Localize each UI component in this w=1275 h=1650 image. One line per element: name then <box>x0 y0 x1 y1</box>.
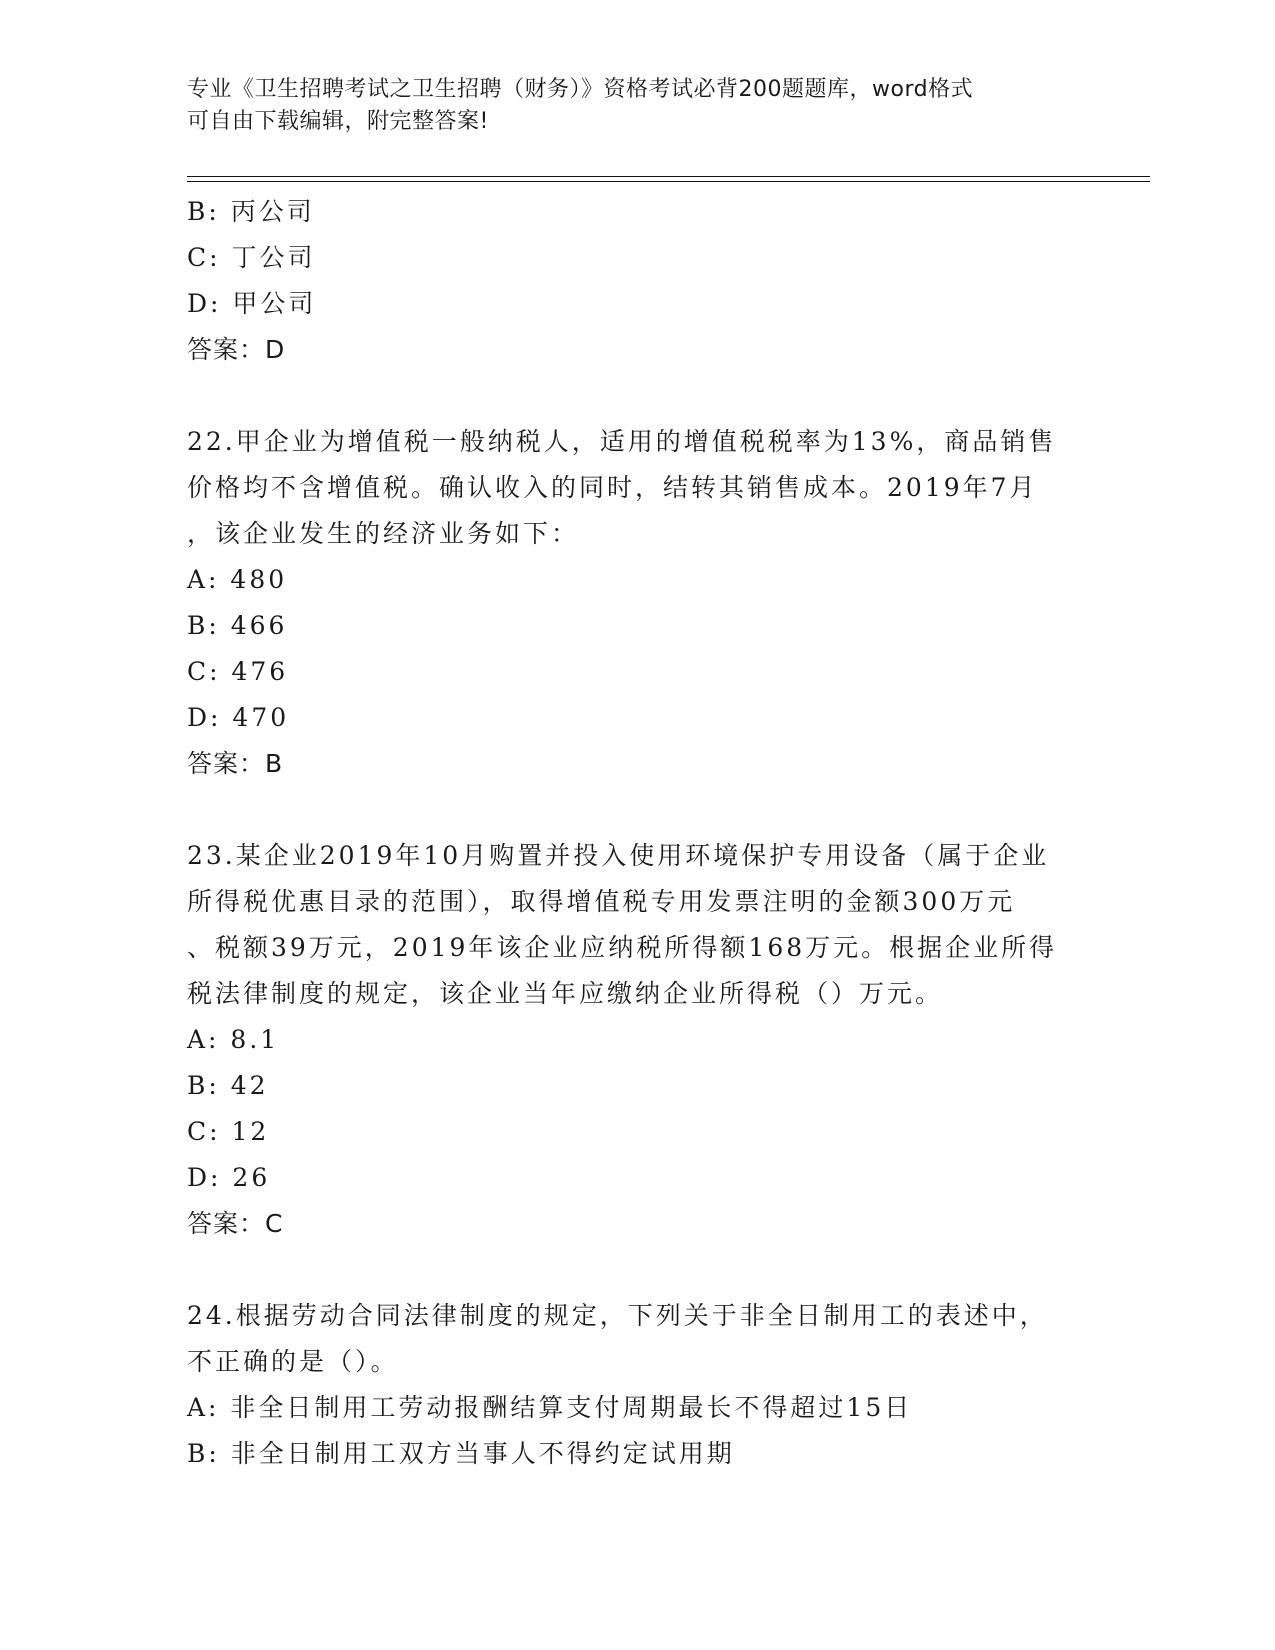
question-text-line: 税法律制度的规定，该企业当年应缴纳企业所得税（）万元。 <box>187 979 944 1008</box>
question-text-line: ，该企业发生的经济业务如下： <box>187 519 580 548</box>
answer-line: 答案：B <box>187 749 284 778</box>
answer-line: 答案：C <box>187 1209 284 1238</box>
question-text-line: 价格均不含增值税。确认收入的同时，结转其销售成本。2019年7月 <box>187 473 1038 502</box>
option-c: C: 丁公司 <box>187 243 316 272</box>
question-block-23 <box>187 833 1087 1247</box>
option-b: B: 42 <box>187 1071 269 1100</box>
option-c: C: 476 <box>187 657 289 686</box>
header-title-line-2: 可自由下载编辑，附完整答案! <box>187 109 489 134</box>
question-list <box>187 189 1087 1477</box>
option-a: A: 8.1 <box>187 1025 280 1054</box>
header-divider-bottom <box>187 181 1150 182</box>
option-a: A: 480 <box>187 565 288 594</box>
option-b: B: 非全日制用工双方当事人不得约定试用期 <box>187 1439 735 1468</box>
spacer <box>187 1247 1087 1293</box>
question-block-21 <box>187 189 1087 373</box>
answer-line: 答案：D <box>187 335 286 364</box>
document-header <box>187 74 1067 138</box>
header-title-line-1: 专业《卫生招聘考试之卫生招聘（财务）》资格考试必背200题题库，word格式 <box>187 77 974 102</box>
option-b: B: 丙公司 <box>187 197 315 226</box>
option-d: D: 26 <box>187 1163 271 1192</box>
question-text-line: 所得税优惠目录的范围），取得增值税专用发票注明的金额300万元 <box>187 887 1016 916</box>
question-block-22 <box>187 419 1087 787</box>
option-d: D: 甲公司 <box>187 289 317 318</box>
question-text-line: 22.甲企业为增值税一般纳税人，适用的增值税税率为13%，商品销售 <box>187 427 1057 456</box>
option-d: D: 470 <box>187 703 290 732</box>
option-b: B: 466 <box>187 611 288 640</box>
option-a: A: 非全日制用工劳动报酬结算支付周期最长不得超过15日 <box>187 1393 913 1422</box>
spacer <box>187 787 1087 833</box>
question-text-line: 、税额39万元，2019年该企业应纳税所得额168万元。根据企业所得 <box>187 933 1058 962</box>
question-text-line: 24.根据劳动合同法律制度的规定，下列关于非全日制用工的表述中， <box>187 1301 1048 1330</box>
header-divider-top <box>187 176 1150 177</box>
question-text-line: 不正确的是（）。 <box>187 1347 399 1376</box>
question-block-24 <box>187 1293 1087 1477</box>
question-text-line: 23.某企业2019年10月购置并投入使用环境保护专用设备（属于企业 <box>187 841 1050 870</box>
option-c: C: 12 <box>187 1117 270 1146</box>
spacer <box>187 373 1087 419</box>
